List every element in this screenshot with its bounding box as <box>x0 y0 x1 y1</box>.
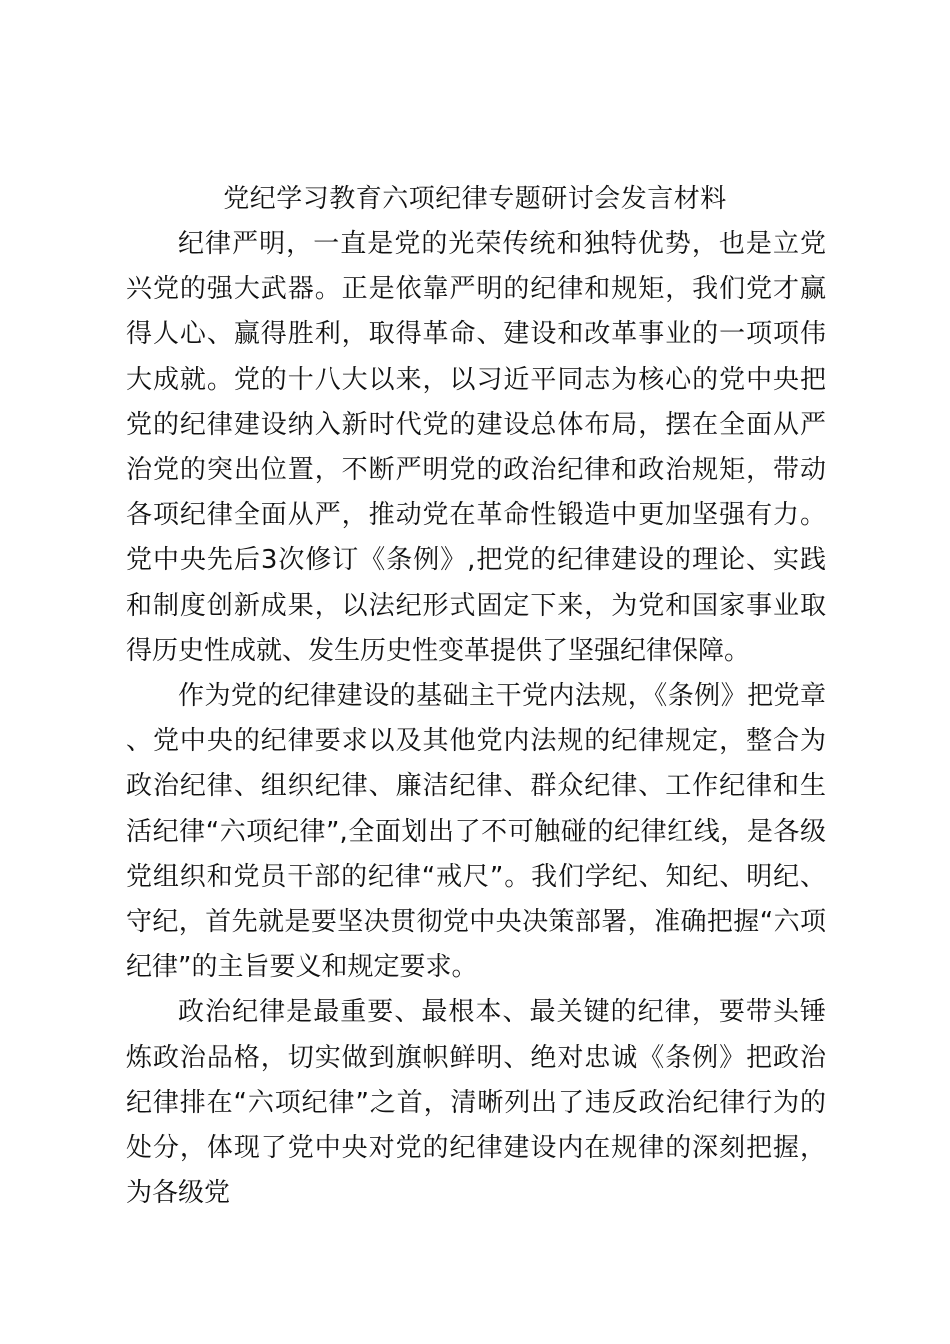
paragraph-2: 作为党的纪律建设的基础主干党内法规，《条例》把党章、党中央的纪律要求以及其他党内法规的纪律规定，整合为政治纪律、组织纪律、廉洁纪律、群众纪律、工作纪律和生活纪律“六项纪律”,全面划出了不可触碰的纪律红线，是各级党组织和党员干部的纪律“戒尺”。我们学纪、知纪、明纪、守纪，首先就是要坚决贯彻党中央决策部署，准确把握“六项纪律”的主旨要义和规定要求。 <box>126 681 826 983</box>
paragraph-3: 政治纪律是最重要、最根本、最关键的纪律，要带头锤炼政治品格，切实做到旗帜鲜明、绝对忠诚《条例》把政治纪律排在“六项纪律”之首，清晰列出了违反政治纪律行为的处分，体现了党中央对党的纪律建设内在规律的深刻把握，为各级党 <box>126 997 826 1209</box>
document-title: 党纪学习教育六项纪律专题研讨会发言材料 <box>223 184 727 214</box>
paragraph-1: 纪律严明，一直是党的光荣传统和独特优势，也是立党兴党的强大武器。正是依靠严明的纪律和规矩，我们党才赢得人心、赢得胜利，取得革命、建设和改革事业的一项项伟大成就。党的十八大以来，以习近平同志为核心的党中央把党的纪律建设纳入新时代党的建设总体布局，摆在全面从严治党的突出位置，不断严明党的政治纪律和政治规矩，带动各项纪律全面从严，推动党在革命性锻造中更加坚强有力。党中央先后3次修订《条例》,把党的纪律建设的理论、实践和制度创新成果，以法纪形式固定下来，为党和国家事业取得历史性成就、发生历史性变革提供了坚强纪律保障。 <box>126 229 826 666</box>
document-body <box>126 222 826 1216</box>
